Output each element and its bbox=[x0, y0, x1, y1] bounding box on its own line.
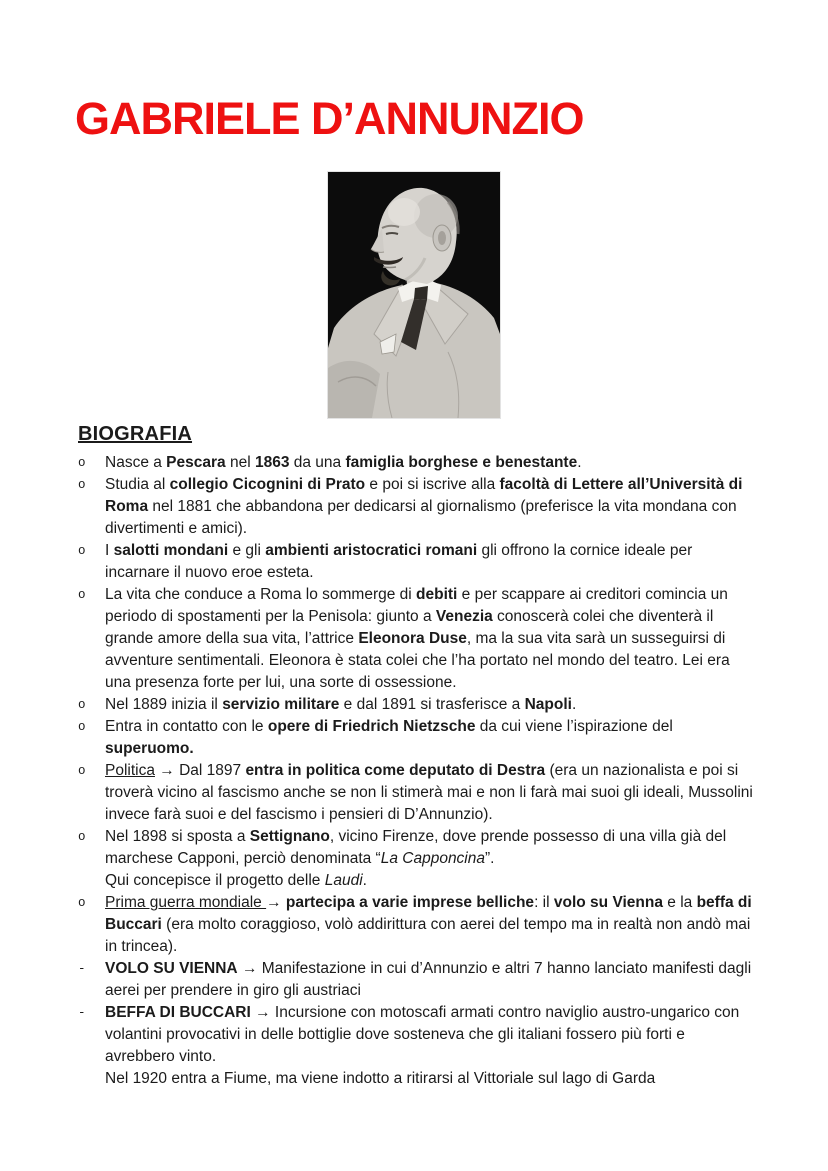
text-segment: gli offrono la cornice ideale per incarnare il nuovo eroe esteta. bbox=[105, 542, 693, 581]
biography-section bbox=[78, 421, 756, 1090]
list-item-text bbox=[105, 760, 756, 826]
text-segment: . bbox=[571, 696, 577, 713]
list-item bbox=[78, 958, 756, 1002]
list-item bbox=[78, 474, 756, 540]
list-item-text bbox=[105, 694, 756, 716]
list-item-text bbox=[105, 540, 756, 584]
list-item-text bbox=[105, 958, 756, 1002]
text-segment: collegio Cicognini di Prato bbox=[169, 476, 366, 493]
text-segment: Nel 1898 si sposta a bbox=[105, 828, 250, 845]
text-segment: Eleonora Duse bbox=[358, 630, 467, 647]
text-segment: e per scappare ai creditori comincia un periodo di spostamenti per la Penisola: giunto a bbox=[105, 586, 728, 625]
text-segment: Napoli bbox=[524, 696, 572, 713]
text-segment: nel bbox=[225, 454, 255, 471]
list-item bbox=[78, 540, 756, 584]
list-item bbox=[78, 716, 756, 760]
list-item-text bbox=[105, 716, 756, 760]
text-segment: superuomo. bbox=[105, 740, 194, 757]
text-segment: ”. bbox=[485, 850, 495, 867]
text-segment: Entra in contatto con le bbox=[105, 718, 268, 735]
dannunzio-portrait-photo bbox=[328, 172, 500, 418]
text-segment: VOLO SU VIENNA bbox=[105, 960, 238, 977]
bullet-marker: o bbox=[78, 544, 86, 558]
bullet-marker: o bbox=[78, 720, 86, 734]
bullet-marker: o bbox=[78, 764, 86, 778]
text-segment: Qui concepisce il progetto delle bbox=[105, 872, 325, 889]
bullet-marker: o bbox=[78, 698, 86, 712]
text-segment: e dal 1891 si trasferisce a bbox=[339, 696, 525, 713]
text-segment: Nasce a bbox=[105, 454, 167, 471]
list-item bbox=[78, 584, 756, 694]
text-segment: Settignano bbox=[249, 828, 330, 845]
text-segment: Studia al bbox=[105, 476, 170, 493]
text-segment: : il bbox=[534, 894, 554, 911]
text-segment: facoltà di Lettere all’Università di Roma bbox=[105, 476, 743, 515]
list-item bbox=[78, 452, 756, 474]
text-segment: (era un nazionalista e poi si troverà vicino al fascismo anche se non li stimerà mai e non li farà mai suoi gli ideali, Mussolini invece farà suoi e del fascismo i pensieri di D’Annunzio). bbox=[105, 762, 753, 823]
list-item bbox=[78, 892, 756, 958]
text-segment: , vicino Firenze, dove prende possesso di una villa già del marchese Capponi, perciò denominata “ bbox=[105, 828, 727, 867]
text-segment: → Incursione con motoscafi armati contro naviglio austro-ungarico con volantini provocativi in delle bottiglie dove sosteneva che gli italiani fossero più forti e avrebbero vinto. bbox=[105, 1004, 740, 1065]
text-segment: volo su Vienna bbox=[553, 894, 663, 911]
text-segment: BEFFA DI BUCCARI bbox=[105, 1004, 251, 1021]
text-segment: Nel 1920 entra a Fiume, ma viene indotto a ritirarsi al Vittoriale sul lago di Garda bbox=[105, 1070, 656, 1087]
text-segment: La vita che conduce a Roma lo sommerge di bbox=[105, 586, 417, 603]
text-segment: → bbox=[266, 894, 286, 911]
bullet-marker: - bbox=[78, 962, 86, 976]
list-item bbox=[78, 826, 756, 892]
text-segment: Venezia bbox=[435, 608, 493, 625]
bullet-marker: - bbox=[78, 1006, 86, 1020]
text-segment: Nel 1889 inizia il bbox=[105, 696, 223, 713]
text-segment: I bbox=[105, 542, 114, 559]
list-item-text bbox=[105, 1002, 756, 1090]
text-segment: salotti mondani bbox=[113, 542, 229, 559]
bullet-marker: o bbox=[78, 478, 86, 492]
list-item-text bbox=[105, 452, 756, 474]
list-item-text bbox=[105, 892, 756, 958]
section-heading-biografia: BIOGRAFIA bbox=[78, 423, 193, 445]
text-segment: da cui viene l’ispirazione del bbox=[475, 718, 673, 735]
text-segment: 1863 bbox=[254, 454, 290, 471]
bullet-marker: o bbox=[78, 830, 86, 844]
text-segment: Politica bbox=[105, 762, 155, 779]
text-segment: . bbox=[362, 872, 367, 889]
bullet-marker: o bbox=[78, 456, 86, 470]
text-segment: opere di Friedrich Nietzsche bbox=[267, 718, 476, 735]
text-segment: debiti bbox=[416, 586, 458, 603]
portrait-illustration bbox=[328, 172, 500, 418]
bullet-marker: o bbox=[78, 588, 86, 602]
text-segment: Pescara bbox=[166, 454, 226, 471]
list-item-text bbox=[105, 584, 756, 694]
text-segment: beffa di Buccari bbox=[105, 894, 752, 933]
text-segment: entra in politica come deputato di Destra bbox=[245, 762, 546, 779]
text-segment: e poi si iscrive alla bbox=[365, 476, 500, 493]
text-segment: nel 1881 che abbandona per dedicarsi al giornalismo (preferisce la vita mondana con divertimenti e amici). bbox=[105, 498, 737, 537]
text-segment: e la bbox=[662, 894, 697, 911]
text-segment: → Dal 1897 bbox=[154, 762, 246, 779]
text-segment: conoscerà colei che diventerà il grande amore della sua vita, l’attrice bbox=[105, 608, 714, 647]
text-segment: → Manifestazione in cui d’Annunzio e altri 7 hanno lanciato manifesti dagli aerei per prendere in giro gli austriaci bbox=[105, 960, 752, 999]
page-title: GABRIELE D’ANNUNZIO bbox=[75, 93, 584, 144]
text-segment: La Capponcina bbox=[380, 850, 485, 867]
bullet-marker: o bbox=[78, 896, 86, 910]
text-segment: servizio militare bbox=[222, 696, 340, 713]
text-segment: Prima guerra mondiale bbox=[105, 894, 267, 911]
list-item bbox=[78, 1002, 756, 1090]
list-item bbox=[78, 694, 756, 716]
text-segment: partecipa a varie imprese belliche bbox=[285, 894, 535, 911]
text-segment: Laudi bbox=[324, 872, 363, 889]
text-segment: ambienti aristocratici romani bbox=[265, 542, 478, 559]
text-segment: . bbox=[577, 454, 582, 471]
text-segment: e gli bbox=[228, 542, 266, 559]
text-segment: (era molto coraggioso, volò addirittura con aerei del tempo ma in realtà non andò mai in trincea). bbox=[105, 916, 751, 955]
list-item-text bbox=[105, 826, 756, 892]
list-item bbox=[78, 760, 756, 826]
text-segment: famiglia borghese e benestante bbox=[345, 454, 578, 471]
text-segment: , ma la sua vita sarà un susseguirsi di avventure sentimentali. Eleonora è stata colei che l’ha portato nel mondo del teatro. Lei era una presenza forte per lui, una sorte di ossessione. bbox=[105, 630, 730, 691]
list-item-text bbox=[105, 474, 756, 540]
biography-list bbox=[78, 452, 756, 1090]
text-segment: da una bbox=[289, 454, 346, 471]
